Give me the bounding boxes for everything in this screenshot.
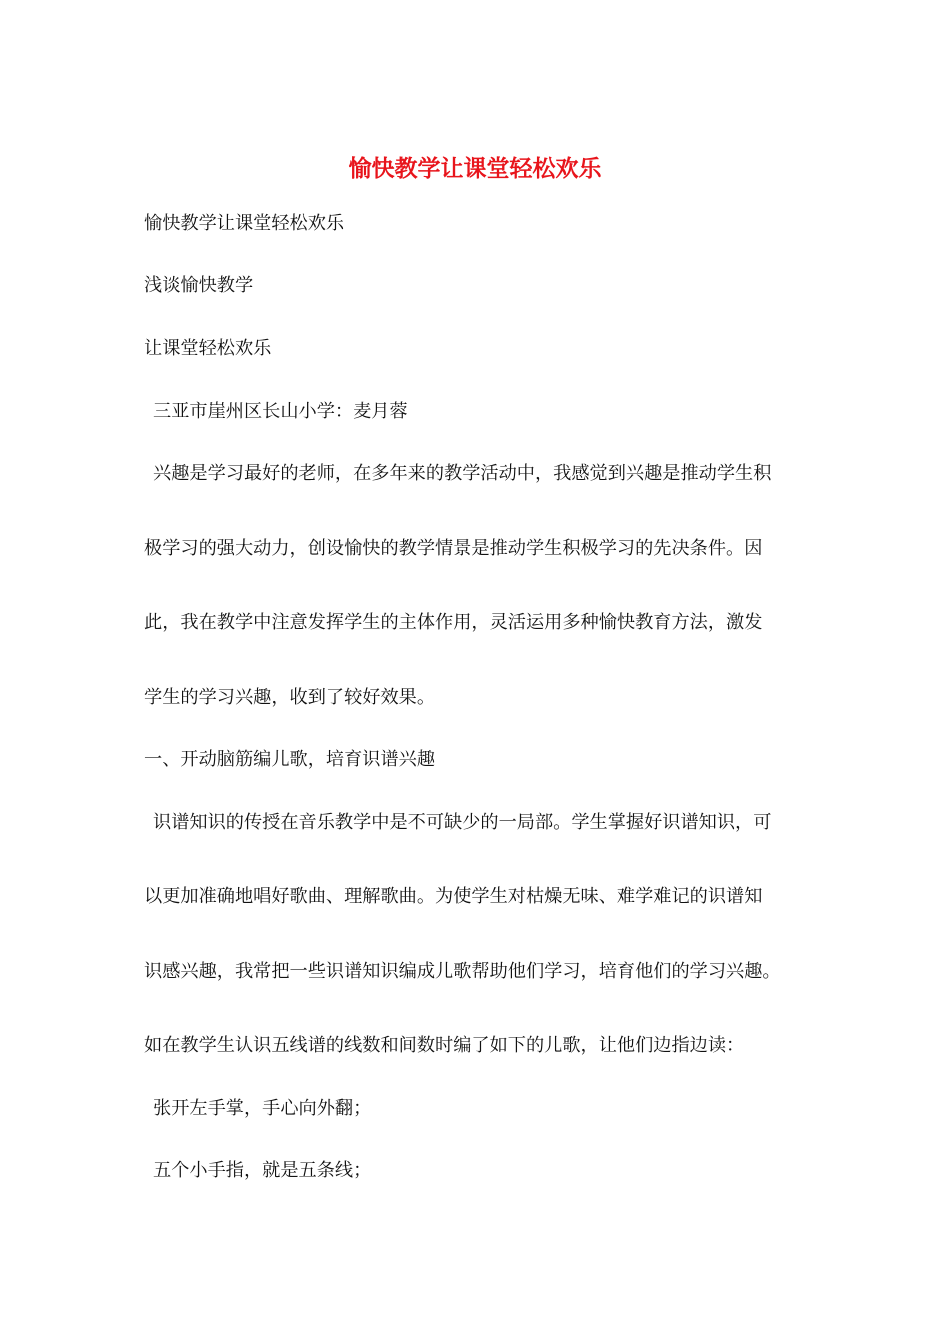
paragraph-line: 让课堂轻松欢乐 — [144, 338, 272, 359]
paragraph-line: 以更加准确地唱好歌曲、理解歌曲。为使学生对枯燥无味、难学难记的识谱知 — [144, 886, 763, 907]
document-title: 愉快教学让课堂轻松欢乐 — [348, 155, 602, 182]
verse-line: 五个小手指，就是五条线； — [153, 1160, 372, 1181]
paragraph-line: 极学习的强大动力，创设愉快的教学情景是推动学生积极学习的先决条件。因 — [144, 538, 763, 559]
verse-line: 张开左手掌，手心向外翻； — [153, 1098, 372, 1119]
paragraph-line: 兴趣是学习最好的老师，在多年来的教学活动中，我感觉到兴趣是推动学生积 — [153, 463, 772, 484]
author-line: 三亚市崖州区长山小学：麦月蓉 — [153, 401, 408, 422]
section-heading: 一、开动脑筋编儿歌，培育识谱兴趣 — [144, 749, 436, 770]
paragraph-line: 学生的学习兴趣，收到了较好效果。 — [144, 687, 436, 708]
paragraph-line: 浅谈愉快教学 — [144, 275, 254, 296]
paragraph-line: 愉快教学让课堂轻松欢乐 — [144, 213, 345, 234]
paragraph-line: 此，我在教学中注意发挥学生的主体作用，灵活运用多种愉快教育方法，激发 — [144, 612, 763, 633]
paragraph-line: 如在教学生认识五线谱的线数和间数时编了如下的儿歌，让他们边指边读： — [144, 1035, 745, 1056]
paragraph-line: 识谱知识的传授在音乐教学中是不可缺少的一局部。学生掌握好识谱知识，可 — [153, 812, 772, 833]
paragraph-line: 识感兴趣，我常把一些识谱知识编成儿歌帮助他们学习，培育他们的学习兴趣。 — [144, 961, 781, 982]
